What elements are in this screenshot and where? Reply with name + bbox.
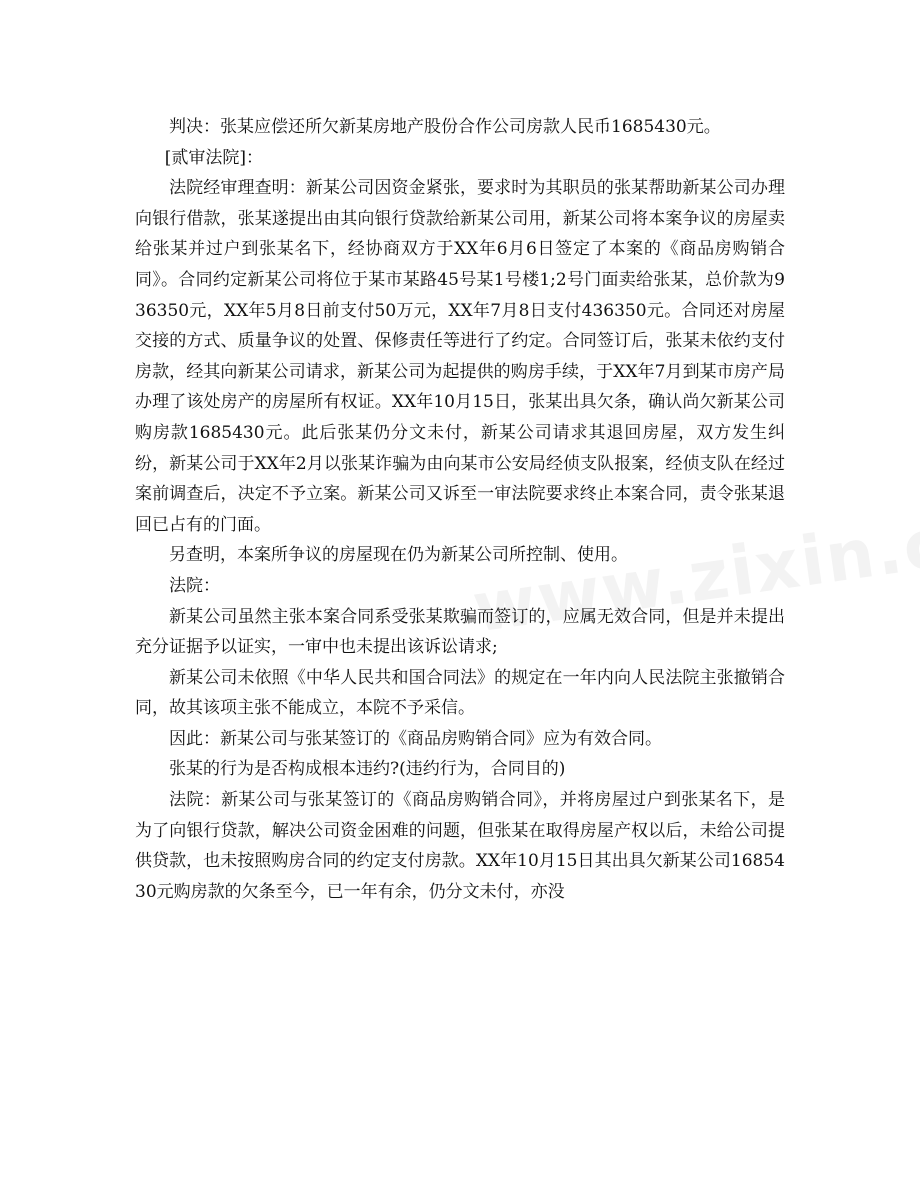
court-reasoning-paragraph-1: 新某公司虽然主张本案合同系受张某欺骗而签订的，应属无效合同，但是并未提出充分证据予以证实，一审中也未提出该诉讼请求; — [135, 606, 785, 658]
issue-question-paragraph: 张某的行为是否构成根本违约?(违约行为，合同目的) — [169, 759, 566, 780]
conclusion-paragraph: 因此：新某公司与张某签订的《商品房购销合同》应为有效合同。 — [169, 728, 662, 749]
facts-paragraph: 法院经审理查明：新某公司因资金紧张，要求时为其职员的张某帮助新某公司办理向银行借款，张某遂提出由其向银行贷款给新某公司用，新某公司将本案争议的房屋卖给张某并过户到张某名下，经协商双方于XX年6月6日签定了本案的《商品房购销合同》。合同约定新某公司将位于某市某路45号某1号楼1;2号门面卖给张某，总价款为936350元，XX年5月8日前支付50万元，XX年7月8日支付436350元。合同还对房屋交接的方式、质量争议的处置、保修责任等进行了约定。合同签订后，张某未依约支付房款，经其向新某公司请求，新某公司为起提供的购房手续，于XX年7月到某市房产局办理了该处房产的房屋所有权证。XX年10月15日，张某出具欠条，确认尚欠新某公司购房款1685430元。此后张某仍分文未付，新某公司请求其退回房屋，双方发生纠纷，新某公司于XX年2月以张某诈骗为由向某市公安局经侦支队报案，经侦支队在经过案前调查后，决定不予立案。新某公司又诉至一审法院要求终止本案合同，责令张某退回已占有的门面。 — [135, 178, 785, 535]
document-body — [135, 112, 785, 907]
court-analysis-paragraph: 法院：新某公司与张某签订的《商品房购销合同》，并将房屋过户到张某名下，是为了向银行贷款，解决公司资金困难的问题，但张某在取得房屋产权以后，未给公司提供贷款，也未按照购房合同的约定支付房款。XX年10月15日其出具欠新某公司1685430元购房款的欠条至今，已一年有余，仍分文未付，亦没 — [135, 790, 785, 902]
judgment-paragraph: 判决：张某应偿还所欠新某房地产股份合作公司房款人民币1685430元。 — [169, 117, 721, 137]
court-reasoning-paragraph-2: 新某公司未依照《中华人民共和国合同法》的规定在一年内向人民法院主张撤销合同，故其该项主张不能成立，本院不予采信。 — [135, 667, 785, 719]
second-instance-heading: [贰审法院]： — [164, 147, 264, 168]
additional-facts-paragraph: 另查明，本案所争议的房屋现在仍为新某公司所控制、使用。 — [169, 545, 628, 566]
court-heading: 法院： — [169, 575, 220, 596]
